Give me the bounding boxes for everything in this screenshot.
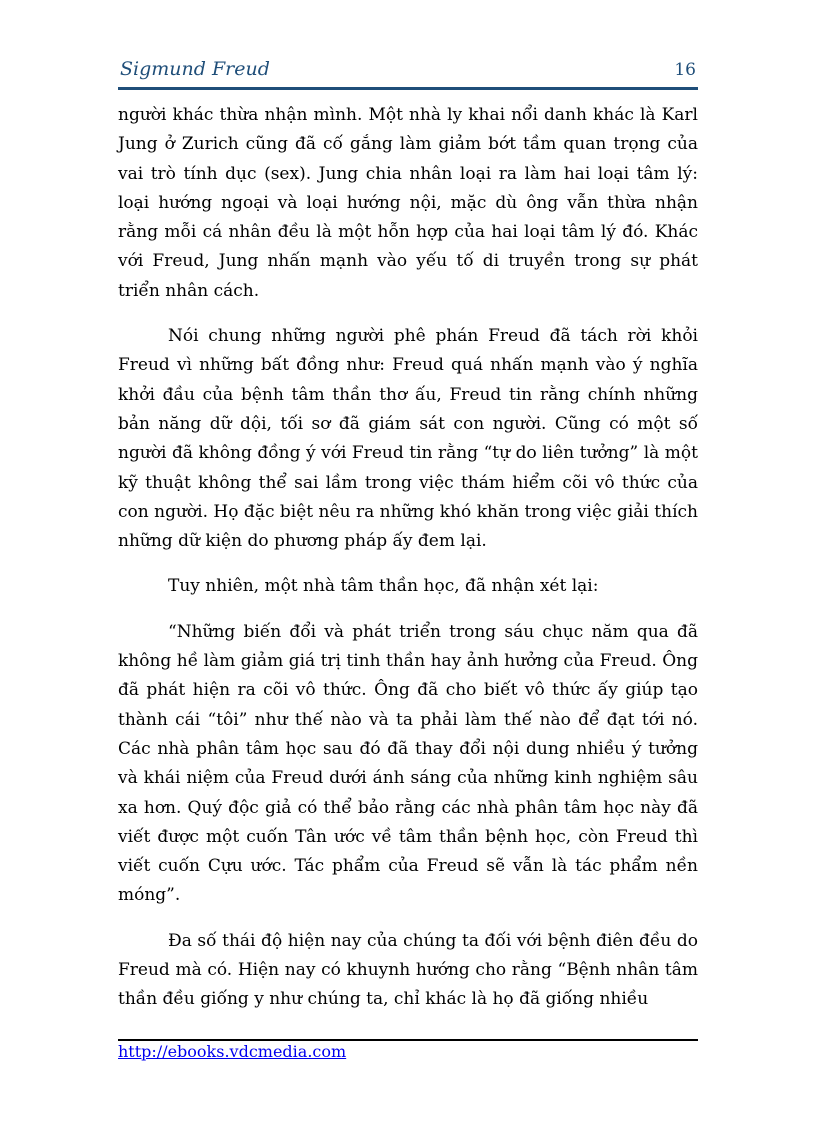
paragraph: người khác thừa nhận mình. Một nhà ly khai nổi danh khác là Karl Jung ở Zurich cũng đã cố gắng làm giảm bớt tầm quan trọng của vai trò tính dục (sex). Jung chia nhân loại ra làm hai loại tâm lý: loại hướng ngoại và loại hướng nội, mặc dù ông vẫn thừa nhận rằng mỗi cá nhân đều là một hỗn hợp của hai loại tâm lý đó. Khác với Freud, Jung nhấn mạnh vào yếu tố di truyền trong sự phát triển nhân cách. <box>118 105 698 301</box>
body-text <box>118 101 698 1031</box>
footer-divider <box>118 1039 698 1041</box>
quote-paragraph: “Những biến đổi và phát triển trong sáu chục năm qua đã không hề làm giảm giá trị tinh thần hay ảnh hưởng của Freud. Ông đã phát hiện ra cõi vô thức. Ông đã cho biết vô thức ấy giúp tạo thành cái “tôi” như thế nào và ta phải làm thế nào để đạt tới nó. Các nhà phân tâm học sau đó đã thay đổi nội dung nhiều ý tưởng và khái niệm của Freud dưới ánh sáng của những kinh nghiệm sâu xa hơn. Quý độc giả có thể bảo rằng các nhà phân tâm học này đã viết được một cuốn Tân ước về tâm thần bệnh học, còn Freud thì viết cuốn Cựu ước. Tác phẩm của Freud sẽ vẫn là tác phẩm nền móng”. <box>118 621 698 906</box>
paragraph: Nói chung những người phê phán Freud đã tách rời khỏi Freud vì những bất đồng như: Freud quá nhấn mạnh vào ý nghĩa khởi đầu của bệnh tâm thần thơ ấu, Freud tin rằng chính những bản năng dữ dội, tối sơ đã giám sát con người. Cũng có một số người đã không đồng ý với Freud tin rằng “tự do liên tưởng” là một kỹ thuật không thể sai lầm trong việc thám hiểm cõi vô thức của con người. Họ đặc biệt nêu ra những khó khăn trong việc giải thích những dữ kiện do phương pháp ấy đem lại. <box>118 326 698 552</box>
header-title: Sigmund Freud <box>120 58 270 80</box>
page-header <box>118 58 698 86</box>
paragraph: Đa số thái độ hiện nay của chúng ta đối với bệnh điên đều do Freud mà có. Hiện nay có khuynh hướng cho rằng “Bệnh nhân tâm thần đều giống y như chúng ta, chỉ khác là họ đã giống nhiều <box>118 930 698 1010</box>
paragraph: Tuy nhiên, một nhà tâm thần học, đã nhận xét lại: <box>168 576 599 597</box>
footer-link[interactable]: http://ebooks.vdcmedia.com <box>118 1042 347 1061</box>
header-divider <box>118 87 698 90</box>
page-number: 16 <box>674 60 696 80</box>
